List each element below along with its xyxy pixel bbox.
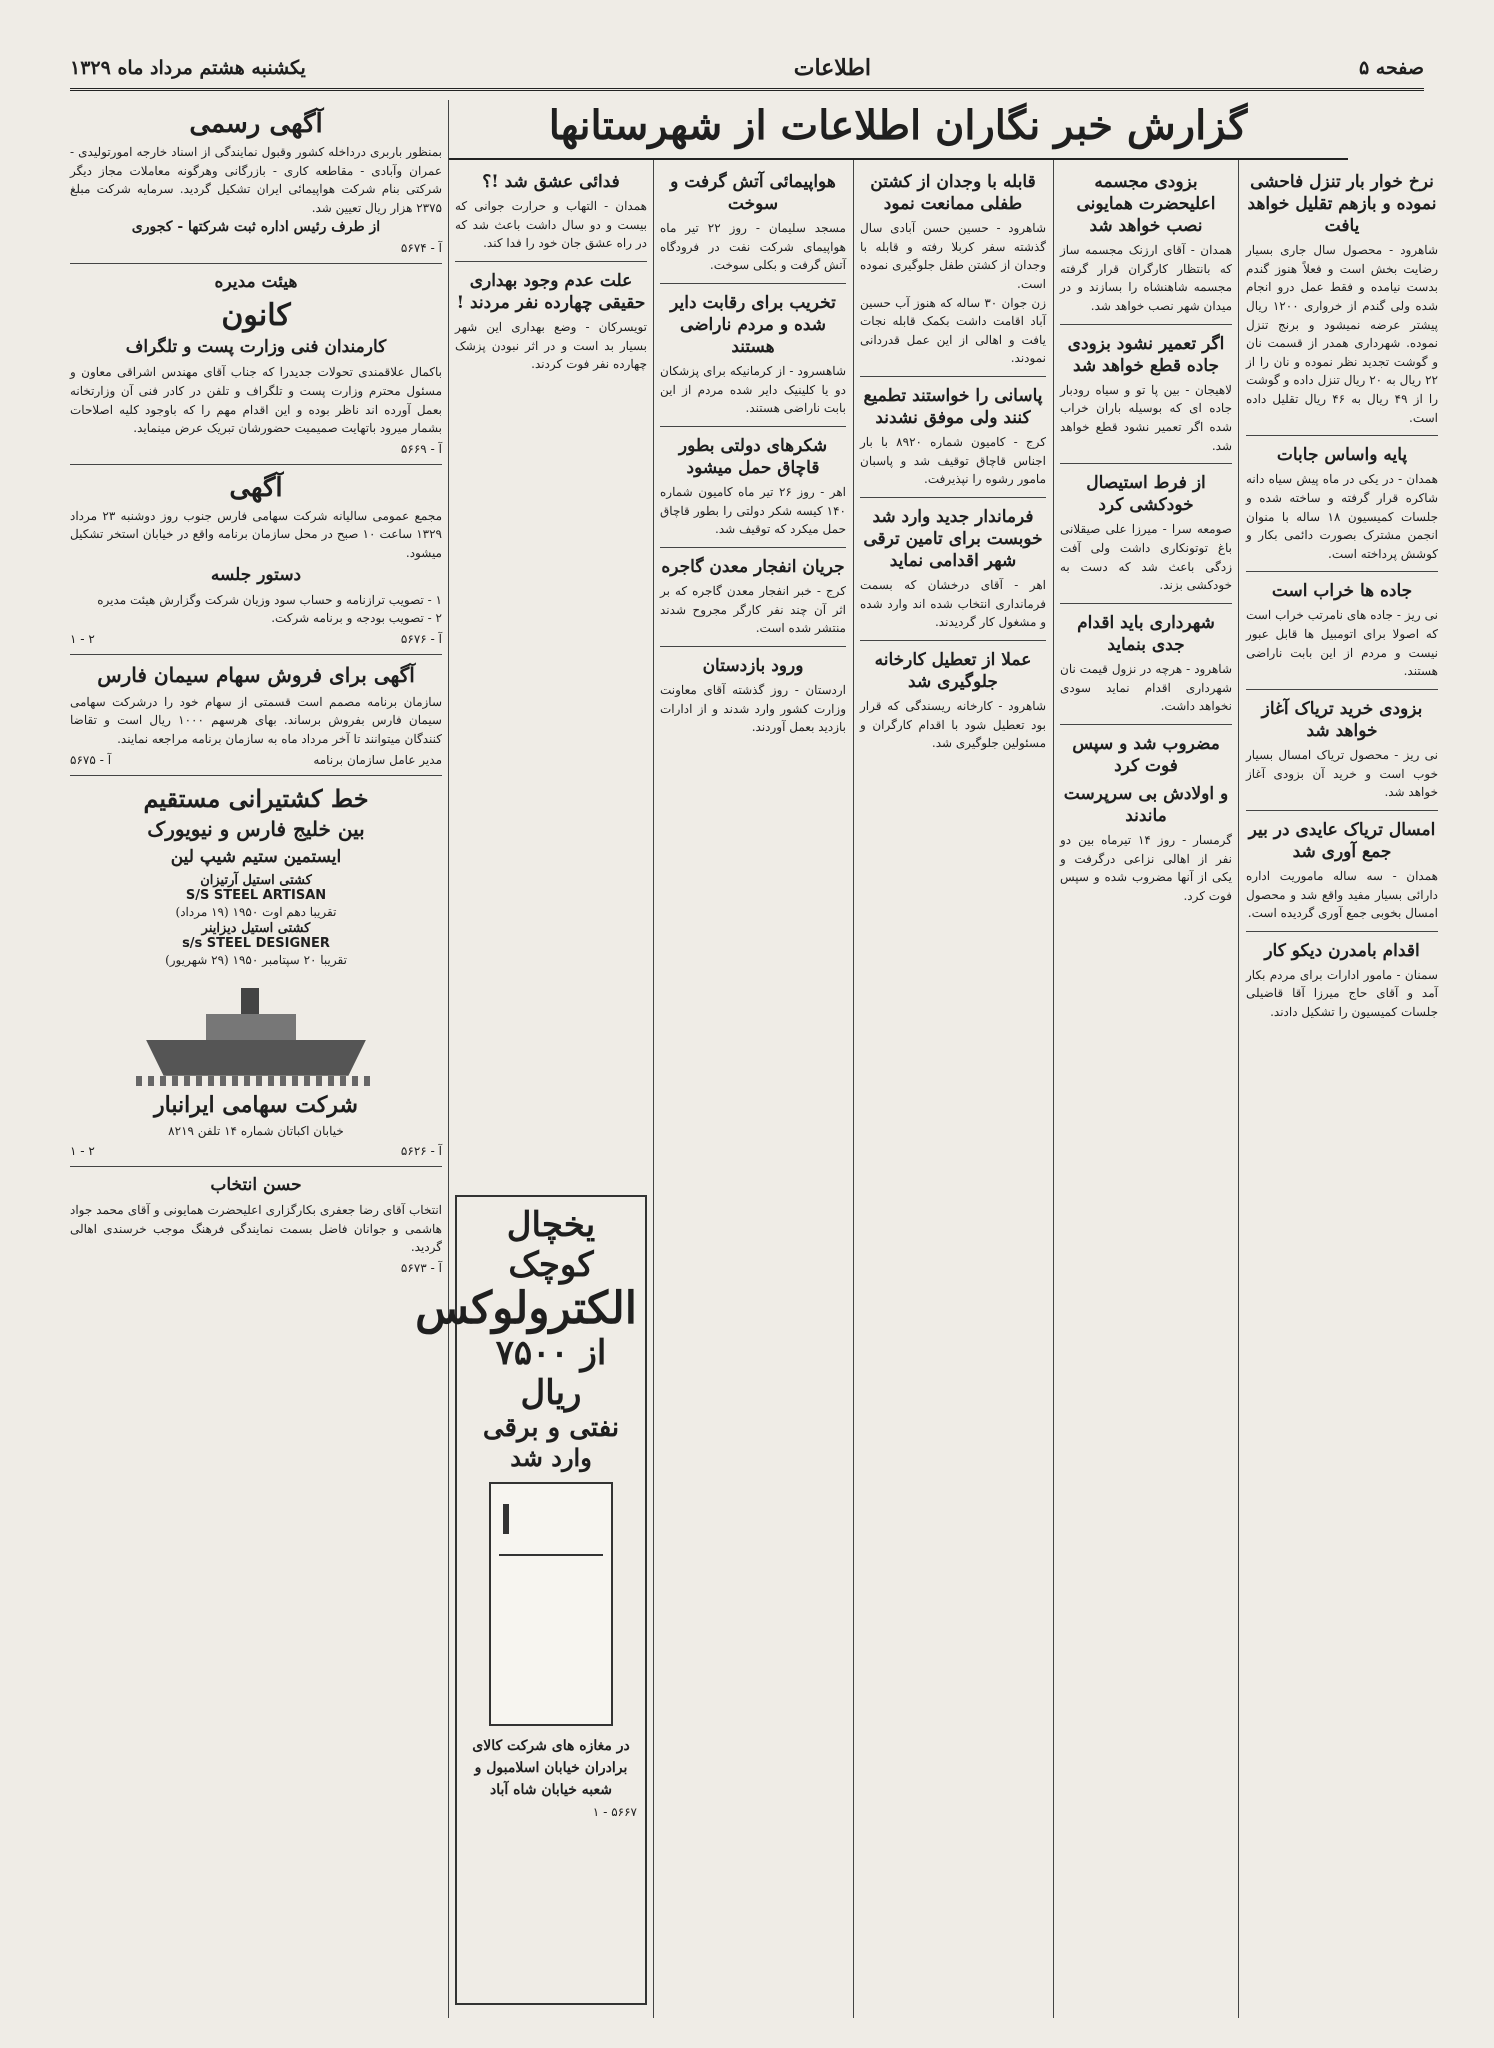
ad-type: نفتی و برقی [482,1413,620,1444]
news-column-2 [1060,165,1232,2005]
ship-name: کشتی استیل دیزاینر [201,921,311,937]
ad-ref: ۵۶۶۷ - ۱ [592,1805,637,1820]
headline: پایه واساس جابات [1276,445,1408,466]
headline: علت عدم وجود بهداری حقیقی چهارده نفر مردند ! [456,270,646,313]
column-rule [1053,160,1054,2018]
shipping-route: بین خلیج فارس و نیویورک [147,816,365,841]
ad-ref-row [70,753,442,767]
kanoon-subtitle: کارمندان فنی وزارت پست و تلگراف [125,337,387,358]
divider [455,261,647,262]
page-number: صفحه ۵ [1358,57,1424,79]
column-rule [448,100,449,2018]
ad-ref: آ - ۵۶۷۳ [400,1261,442,1276]
headline: اقدام بامدرن دیکو کار [1264,940,1420,961]
hosn-body: انتخاب آقای رضا جعفری بکارگزاری اعلیحضرت همایونی و آقای محمد جواد هاشمی و جوانان فاضل بسمت نمایندگی فرهنگ موجب خرسندی اهالی گردید. [70,1203,442,1255]
headline: عملا از تعطیل کارخانه جلوگیری شد [874,649,1032,693]
kanoon-title: کانون [221,298,291,334]
ship-name-latin: S/S STEEL ARTISAN [185,887,327,903]
ad-ref-secondary: ۲ - ۱ [70,631,95,646]
ad-ref: آ - ۵۶۶۹ [400,441,442,456]
headline: ورود بازدستان [702,655,804,676]
ad-title: آگهی برای فروش سهام سیمان فارس [97,662,415,687]
headline: بزودی خرید تریاک آغاز خواهد شد [1261,698,1423,741]
news-column-3 [860,165,1046,2005]
fridge-icon [489,1482,613,1726]
headline: تخریب برای رقابت دایر شده و مردم ناراضی هستند [670,292,836,358]
ad-ref-row [70,632,442,646]
article-body: همدان - آقای ارزنک مجسمه ساز که بانتظار کارگران قرار گرفته مجسمه شاهنشاه را بسازند و در میدان شهر نصب خواهد شد. [1060,243,1232,314]
section-banner: گزارش خبر نگاران اطلاعات از شهرستانها [448,102,1348,160]
shipping-title: خط کشتیرانی مستقیم [143,783,369,813]
article-body: مسجد سلیمان - روز ۲۲ تیر ماه هواپیمای شرکت نفت در فرودگاه آتش گرفت و بکلی سوخت. [660,221,846,273]
ship-date: تقریبا ۲۰ سپتامبر ۱۹۵۰ (۲۹ شهریور) [165,953,347,968]
headline: جریان انفجار معدن گاجره [661,557,845,577]
headline: پاسانی را خواستند تطمیع کنند ولی موفق نشدند [863,385,1043,429]
agenda-item: ۲ - تصویب بودجه و برنامه شرکت. [271,611,442,626]
news-column-4 [660,165,846,2005]
kanoon-body: باکمال علاقمندی تحولات جدیدرا که جناب آقای مهندس اشراقی معاون و مسئول محترم وزارت پست و تلگراف و تلفن در کادر فنی آن وزارتخانه بعمل آورده اند ناظر بوده و این اقدام مهم را که باوجود کلیه اصلاحات بشمار میرود باتهایت صمیمیت حضورشان تبریک عرض مینماید. [70,365,442,436]
article-body: صومعه سرا - میرزا علی صیقلانی باغ توتونکاری داشت ولی آفت زدگی باعث شد که دست به خودکشی بزند. [1060,522,1232,593]
headline: فدائی عشق شد !؟ [482,172,620,192]
headline: مضروب شد و سپس فوت کرد [1072,733,1220,776]
divider [1246,435,1438,436]
column-rule [853,160,854,2018]
column-rule [1238,160,1239,2018]
ads-column [70,105,442,2025]
ad-ref: آ - ۵۶۷۴ [400,241,442,256]
article-body: تویسرکان - وضع بهداری این شهر بسیار بد است و در اثر نبودن پزشک چهارده نفر فوت کردند. [455,320,647,372]
divider [1246,810,1438,811]
divider [860,640,1046,641]
divider [1246,931,1438,932]
divider [660,426,846,427]
headline: شکرهای دولتی بطور قاچاق حمل میشود [678,436,828,479]
headline: بزودی مجسمه اعلیحضرت همایونی نصب خواهد شد [1076,172,1216,237]
shipping-agent: شرکت سهامی ایرانبار [154,1091,358,1118]
ad-ref: آ - ۵۶۲۶ [400,1144,442,1159]
ad-signature: مدیر عامل سازمان برنامه [313,752,442,767]
article-body: شاهرود - هرچه در نزول قیمت نان شهرداری اقدام نماید سودی نخواهد داشت. [1060,661,1232,714]
ad-price: از ۷۵۰۰ ریال [495,1333,607,1414]
divider [70,464,442,465]
news-column-1 [1246,165,1438,2005]
masthead [70,48,1424,91]
ad-headline: یخچال کوچک [506,1205,596,1285]
article-body: شاهسرود - از کرمانیکه برای پزشکان دو یا کلینیک دایر شده مردم از این بابت ناراضی هستند. [660,364,846,416]
ad-seller: در مغازه های شرکت کالای برادران خیابان اسلامبول و شعبه خیابان شاه آباد [472,1738,630,1798]
divider [1060,603,1232,604]
article-body: نی ریز - محصول تریاک امسال بسیار خوب است و خرید آن بزودی آغاز خواهد شد. [1246,747,1438,800]
ad-body: مجمع عمومی سالیانه شرکت سهامی فارس جنوب روز دوشنبه ۲۳ مرداد ۱۳۲۹ ساعت ۱۰ صبح در محل سازمان برنامه واقع در خیابان استخر تشکیل میشود. [70,508,442,560]
article-body: زن جوان ۳۰ ساله که هنوز آب حسین آباد اقامت داشت بکمک قابله نجات یافت و اهالی از این عمل قدردانی نمودند. [860,295,1046,366]
article-body: شاهرود - حسین حسن آبادی سال گذشته سفر کربلا رفته و قابله با وجدان از کشتن طفل جلوگیری نموده است. [860,221,1046,291]
article-body: شاهرود - کارخانه ریسندگی که قرار بود تعطیل شود با اقدام کارگران و مسئولین جلوگیری شد. [860,699,1046,751]
paper-name: اطلاعات [793,55,872,81]
article-body: گرمسار - روز ۱۴ تیرماه بین دو نفر از اهالی نزاعی درگرفت و یکی از آنها مضروب شده و سپس فوت کرد. [1060,833,1232,903]
ad-body: بمنظور باربری درداخله کشور وقبول نمایندگی از اسناد خارجه امورتولیدی - عمران وآبادی - مقاطعه کاری - بازرگانی وهرگونه معاملات مجاز دیگر شرکتی بنام شرکت هواپیمائی ایران تشکیل گردید. سرمایه شرکت مبلغ ۲۳۷۵ هزار ریال تعیین شد. [70,145,442,215]
ad-signature: از طرف رئیس اداره ثبت شرکتها - کجوری [131,219,381,236]
headline: فرماندار جدید وارد شد خوبست برای تامین ترقی شهر اقدامی نماید [863,506,1043,572]
board-title: هیئت مدیره [214,272,298,293]
headline: قابله با وجدان از کشتن طفلی ممانعت نمود [870,172,1036,215]
ad-body: سازمان برنامه مصمم است قسمتی از سهام خود را درشرکت سهامی سیمان فارس بفروش برساند. بهای هرسهم ۱۰۰۰ ریال است و تقاضا کنندگان میتوانند تا آخر مرداد ماه به سازمان برنامه مراجعه نمایند. [70,694,442,746]
agenda-item: ۱ - تصویب ترازنامه و حساب سود وزیان شرکت وگزارش هیئت مدیره [97,592,442,607]
article-body: سمنان - مامور ادارات برای مردم بکار آمد و آقای حاج میرزا آقا قاضیلی جلسات کمیسیون را تشکیل دادند. [1246,967,1438,1019]
ad-brand: الکترولوکس [415,1283,637,1334]
article-body: همدان - سه ساله ماموریت اداره دارائی بسیار مفید واقع شد و محصول امسال بخوبی جمع آوری گردیده است. [1246,868,1438,921]
ad-arrival: وارد شد [510,1443,592,1473]
shipping-address: خیابان اکباتان شماره ۱۴ تلفن ۸۲۱۹ [168,1123,344,1138]
article-body: نی ریز - جاده های نامرتب خراب است که اصولا برای اتومبیل ها قابل عبور نیست و مردم از این بابت ناراضی هستند. [1246,608,1438,679]
news-column-5 [455,165,647,1185]
article-body: کرج - خبر انفجار معدن گاجره که بر اثر آن چند نفر کارگر مجروح شدند منتشر شده است. [660,584,846,636]
article-body: اهر - آقای درخشان که بسمت فرمانداری انتخاب شده اند وارد شده و مشغول کار گردیدند. [860,578,1046,630]
divider [1246,689,1438,690]
headline: از فرط استیصال خودکشی کرد [1086,473,1206,516]
divider [70,775,442,776]
ad-title: آگهی رسمی [189,109,323,139]
divider [660,283,846,284]
divider [660,547,846,548]
headline: اگر تعمیر نشود بزودی جاده قطع خواهد شد [1067,333,1225,376]
ad-ref-secondary: ۲ - ۱ [70,1144,95,1159]
divider [1246,571,1438,572]
divider [1060,724,1232,725]
ship-icon [136,976,376,1086]
article-body: شاهرود - محصول سال جاری بسیار رضایت بخش است و فعلاً هنوز گندم بدست نیامده و فقط عمل درو انجام شده ولی گندم از خرواری ۱۲۰۰ ریال پیشتر عرضه نمیشود و برنج تنزل نموده. شهرداری همدر از قسمت نان و گوشت تجدید نظر نموده و نان را از ۲۲ ریال به ۲۰ ریال تنزل داده و گوشت را از ۴۹ ریال به ۴۶ ریال تقلیل داده است. [1246,243,1439,425]
headline: و اولادش بی سرپرست ماندند [1063,783,1229,827]
headline: جاده ها خراب است [1271,581,1413,602]
ship-name-latin: s/s STEEL DESIGNER [182,936,330,952]
article-body: اهر - روز ۲۶ تیر ماه کامیون شماره ۱۴۰ کیسه شکر دولتی را بطور قاچاق حمل میکرد که توقیف شد. [660,485,846,537]
divider [1060,463,1232,464]
article-body: اردستان - روز گذشته آقای معاونت وزارت کشور وارد شدند و از ادارات بازدید بعمل آوردند. [660,682,846,735]
article-body: کرج - کامیون شماره ۸۹۲۰ با بار اجناس قاچاق توقیف شد و پاسبان مامور رشوه را نپذیرفت. [860,435,1046,487]
ad-ref-row [465,1805,637,1819]
headline: نرخ خوار بار تنزل فاحشی نموده و بازهم تقلیل خواهد یافت [1247,172,1437,237]
ad-ref-row [70,241,442,255]
ship-name: کشتی استیل آرتیزان [200,872,312,888]
article-body: لاهیجان - بین پا تو و سیاه رودبار جاده ای که بوسیله باران خراب شده اگر تعمیر نشود قطع خواهد شد. [1060,382,1232,453]
headline: امسال تریاک عایدی در بیر جمع آوری شد [1248,819,1436,862]
divider [1060,324,1232,325]
ad-ref-row [70,442,442,456]
article-body: همدان - التهاب و حرارت جوانی که بیست و دو سال داشت باعث شد که در راه عشق جان خود را فدا کند. [455,199,647,251]
divider [70,1166,442,1167]
ship-date: تقریبا دهم اوت ۱۹۵۰ (۱۹ مرداد) [175,904,337,919]
ad-ref: آ - ۵۶۷۶ [400,631,442,646]
divider [660,646,846,647]
ad-title: آگهی [229,472,283,503]
agenda-title: دستور جلسه [210,564,302,585]
ad-ref-row [70,1261,442,1275]
headline: هواپیمائی آتش گرفت و سوخت [670,172,836,215]
divider [70,263,442,264]
hosn-title: حسن انتخاب [210,1175,302,1196]
divider [860,497,1046,498]
divider [860,376,1046,377]
headline: شهرداری باید اقدام جدی بنماید [1077,612,1215,655]
shipping-line: ایستمین ستیم شیپ لین [170,846,342,867]
article-body: همدان - در یکی در ماه پیش سیاه دانه شاکره قرار گرفته و ساخته شده و جلسات کمیسیون ۱۸ ساله با منوان انجمن مشترک بصورت دائمی بکار و کوشش پرداخته است. [1246,472,1438,561]
ad-ref: آ - ۵۶۷۵ [70,752,112,767]
issue-date: یکشنبه هشتم مرداد ماه ۱۳۲۹ [70,57,306,79]
column-rule [653,160,654,2018]
ad-ref-row [70,1144,442,1158]
divider [70,654,442,655]
